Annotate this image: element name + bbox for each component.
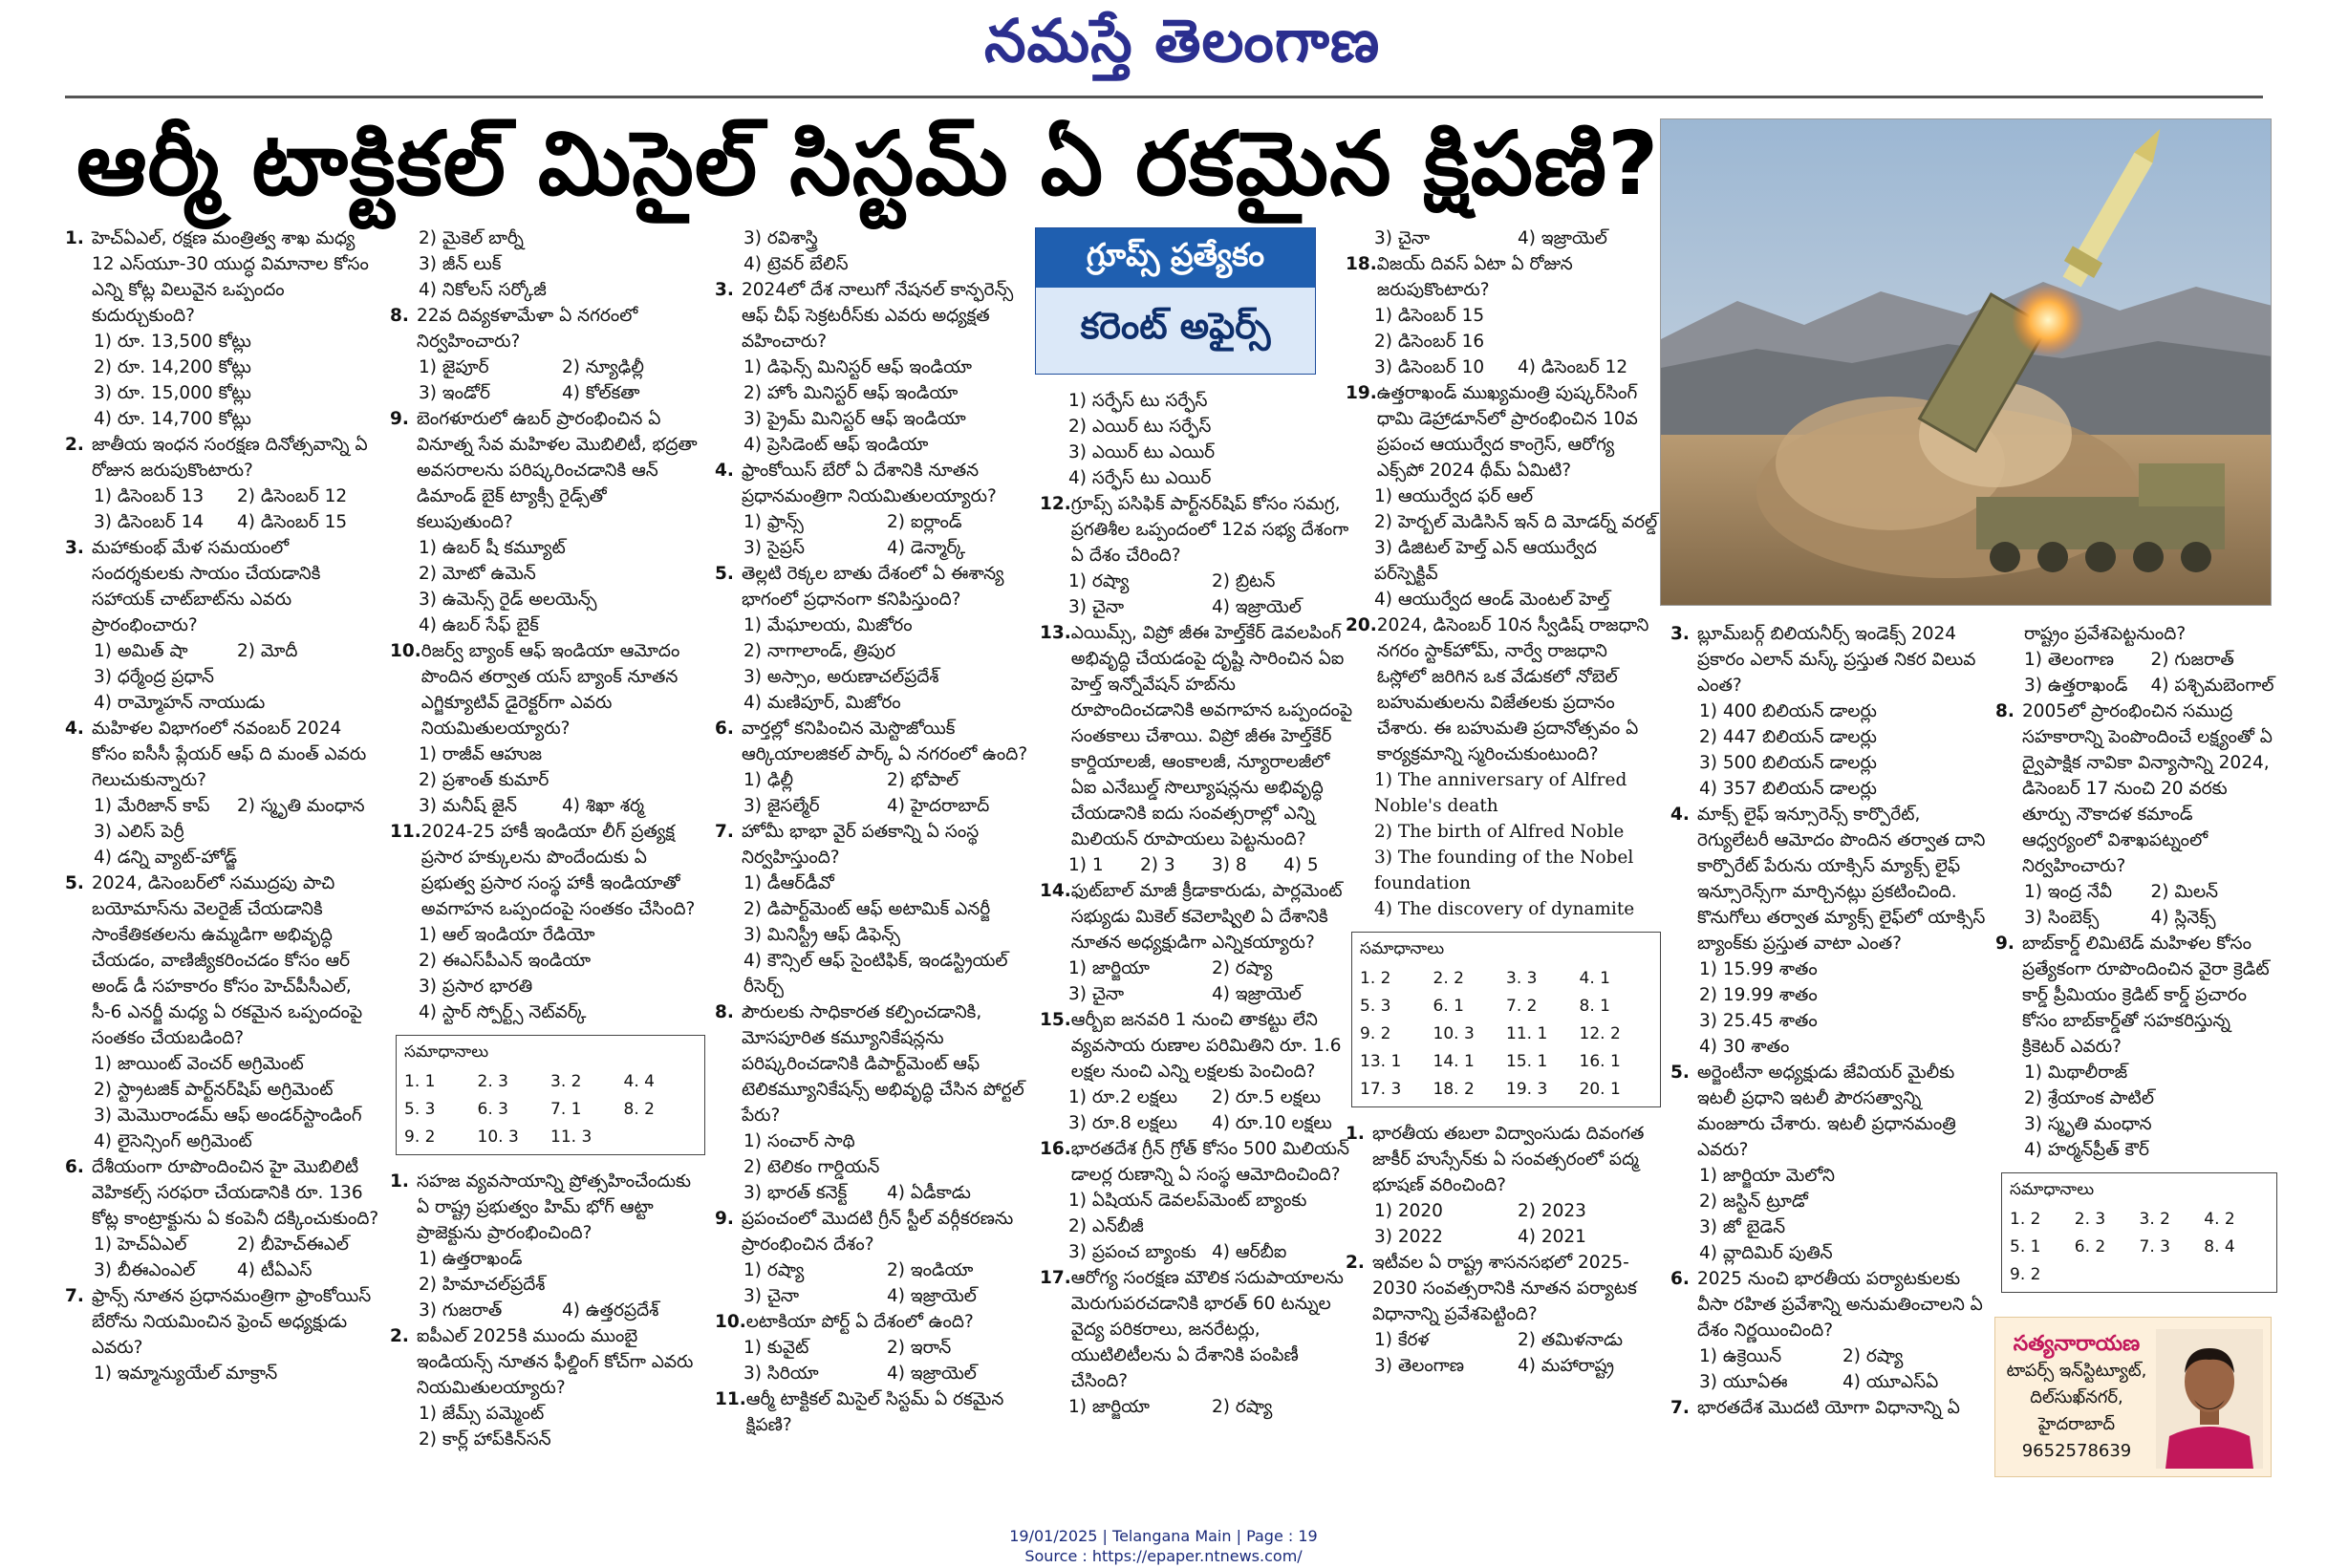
option-row: 3) 2022 4) 2021	[1374, 1227, 1586, 1247]
option: 3) అస్సాం, అరుణాచల్‌ప్రదేశ్	[743, 667, 939, 687]
option: 4) లైసెన్సింగ్ అగ్రిమెంట్	[94, 1131, 252, 1151]
column-5	[1346, 226, 1661, 1468]
option: 4) ట్రెవర్ బేలిస్	[743, 254, 849, 274]
answer: 2. 3	[477, 1072, 508, 1091]
answer: 10. 3	[477, 1128, 519, 1147]
answer: 11. 1	[1506, 1024, 1548, 1043]
option-row: 1) జైపూర్ 2) న్యూఢిల్లీ	[419, 357, 644, 377]
option: 1) మిథాలీరాజ్	[2024, 1063, 2128, 1083]
option: 3) ఎలిస్ పెర్రీ	[94, 822, 184, 842]
option: 2) ఈఎస్‌పీఎన్ ఇండియా	[419, 951, 592, 971]
footer-source: Source : https://epaper.ntnews.com/	[1024, 1547, 1303, 1565]
option: 4) వ్లాదిమిర్ పుతిన్	[1699, 1243, 1833, 1263]
question: 2. ఐపీఎల్ 2025కి ముందు ముంబై ఇండియన్స్ నూతన ఫీల్డింగ్ కోచ్‌గా ఎవరు నియమితులయ్యారు?	[390, 1326, 694, 1398]
question: 5. తెల్లటి రెక్కల బాతు దేశంలో ఏ ఈశాన్య భాగంలో ప్రధానంగా కనిపిస్తుంది?	[715, 564, 1004, 610]
answer: 6. 1	[1433, 997, 1464, 1016]
option-row: 3) డిసెంబర్ 10 4) డిసెంబర్ 12	[1374, 357, 1628, 377]
option: 4) ప్రెసిడెంట్ ఆఫ్ ఇండియా	[743, 435, 929, 455]
answer: 9. 2	[404, 1128, 436, 1147]
option: 3) జీన్ లుక్	[419, 254, 502, 274]
footer-date-line: 19/01/2025 | Telangana Main | Page : 19	[1009, 1527, 1318, 1545]
option-row: 3) గుజరాత్ 4) ఉత్తరప్రదేశ్	[419, 1300, 659, 1321]
question: 3. 2024లో దేశ నాలుగో నేషనల్ కాన్ఫరెన్స్ ఆఫ్ చీఫ్ సెక్రటరీస్‌కు ఎవరు అధ్యక్షత వహించారు?	[715, 280, 1014, 352]
question: 9. బాబ్‌కార్డ్ లిమిటెడ్ మహిళల కోసం ప్రత్యేకంగా రూపొందించిన వైరా క్రెడిట్ కార్డ్ ప్రీమియం క్రెడిట్ కార్డ్ ప్రచారం కోసం బాబ్‌కార్డ్‌తో సహకరిస్తున్న క్రికెటర్ ఎవరు?	[1995, 934, 2270, 1057]
answer: 5. 3	[1360, 997, 1391, 1016]
author-area: దిల్‌సుఖ్‌నగర్,	[2030, 1387, 2123, 1407]
option-row: 3) యూఏఈ 4) యూఎస్‌ఏ	[1699, 1372, 1939, 1392]
option: 2) 19.99 శాతం	[1699, 985, 1818, 1005]
question: 14. ఫుట్‌బాల్ మాజీ క్రీడాకారుడు, పార్లమెంట్ సభ్యుడు మికెల్ కవెలాష్విలి ఏ దేశానికి నూతన అధ్యక్షుడిగా ఎన్నికయ్యారు?	[1040, 881, 1343, 953]
answer: 2. 2	[1433, 969, 1464, 988]
answer: 19. 3	[1506, 1080, 1548, 1099]
option: 3) 500 బిలియన్ డాలర్లు	[1699, 753, 1877, 773]
option: 2) ఎన్‌బీజీ	[1068, 1216, 1144, 1236]
option: 4) ఉబర్ సేఫ్ బైక్	[419, 615, 539, 635]
option-row: 3) ఉత్తరాఖండ్ 4) పశ్చిమబెంగాల్	[2024, 676, 2274, 696]
question: 4. ఫ్రాంకోయిస్ బేరో ఏ దేశానికి నూతన ప్రధానమంత్రిగా నియమితులయ్యారు?	[715, 461, 997, 506]
option-row: 3) చైనా 4) ఇజ్రాయెల్	[1068, 984, 1302, 1004]
author-city: హైదరాబాద్	[2037, 1414, 2116, 1434]
option: 2) మోటో ఉమెన్	[419, 564, 536, 584]
option-row: 3) జైసల్మేర్ 4) హైదరాబాద్	[743, 796, 990, 816]
option-row: 1) కువైట్ 2) ఇరాన్	[743, 1338, 952, 1358]
question: 5. 2024, డిసెంబర్‌లో సముద్రపు పాచి బయోమాస్‌ను వెలరైజ్ చేయడానికి సాంకేతికతలను ఉమ్మడిగా అభివృద్ధి చేయడం, వాణిజ్యీకరించడం కోసం ఆర్ అండ్ డీ సహకారం కోసం హెచ్‌పీసీఎల్, సీ-6 ఎనర్జీ మధ్య ఏ రకమైన ఒప్పందంపై సంతకం చేయబడింది?	[65, 873, 363, 1048]
option: 3) ప్రసార భారతి	[419, 977, 533, 997]
question: 16. భారతదేశ గ్రీన్ గ్రోత్ కోసం 500 మిలియన్ డాలర్ల రుణాన్ని ఏ సంస్థ ఆమోదించింది?	[1040, 1139, 1349, 1185]
option: 1) ఏషియన్ డెవలప్‌మెంట్ బ్యాంకు	[1068, 1191, 1307, 1211]
option-row: 1) కేరళ 2) తమిళనాడు	[1374, 1330, 1624, 1350]
question: 10. లటాకియా పోర్ట్ ఏ దేశంలో ఉంది?	[715, 1312, 974, 1332]
column-4	[1040, 388, 1355, 1468]
column-3	[715, 226, 1030, 1468]
option: 2) డిసెంబర్ 16	[1374, 332, 1485, 352]
question: 2. జాతీయ ఇంధన సంరక్షణ దినోత్సవాన్ని ఏ రోజున జరుపుకొంటారు?	[65, 435, 368, 481]
option: 3) ఉమెన్స్ రైడ్ అలయెన్స్	[419, 590, 597, 610]
question: 4. మహిళల విభాగంలో నవంబర్ 2024 కోసం ఐసీసీ ప్లేయర్ ఆఫ్ ది మంత్ ఎవరు గెలుచుకున్నారు?	[65, 719, 367, 790]
answer-key-box	[1351, 932, 1661, 1107]
option: 4) డన్ని వ్యాట్-హోడ్జ్	[94, 848, 238, 868]
option-row: 3) సిరియా 4) ఇజ్రాయెల్	[743, 1364, 977, 1384]
question: 1. హెచ్‌ఏఎల్, రక్షణ మంత్రిత్వ శాఖ మధ్య 12 ఎస్‌యూ-30 యుద్ధ విమానాల కోసం ఎన్ని కోట్ల విలువైన ఒప్పందం కుదుర్చుకుంది?	[65, 228, 369, 326]
option: 4) స్టార్ స్పోర్ట్స్ నెట్‌వర్క్	[419, 1002, 587, 1022]
answer: 4. 1	[1579, 969, 1610, 988]
answer: 1. 2	[1360, 969, 1391, 988]
answer-key-label: సమాధానాలు	[404, 1042, 489, 1062]
option: 2) రూ. 14,200 కోట్లు	[94, 357, 251, 377]
badge-current-affairs: కరెంట్ అఫైర్స్	[1036, 288, 1315, 374]
option-row: 1) ఉక్రెయిన్ 2) రష్యా	[1699, 1346, 1904, 1366]
option: 2) 447 బిలియన్ డాలర్లు	[1699, 727, 1877, 747]
masthead: నమస్తే తెలంగాణ	[984, 6, 1381, 75]
option: 4) 30 శాతం	[1699, 1037, 1790, 1057]
top-rule	[65, 96, 2263, 98]
answer: 7. 2	[1506, 997, 1538, 1016]
answer: 6. 3	[477, 1100, 508, 1119]
column-6	[1670, 621, 1986, 1468]
question: 18. విజయ్ దివస్ ఏటా ఏ రోజున జరుపుకొంటారు?	[1346, 254, 1573, 300]
option: 2) ఎయిర్ టు సర్ఫేస్	[1068, 417, 1212, 437]
answer: 8. 1	[1579, 997, 1610, 1016]
option: 1) మేఘాలయ, మిజోరం	[743, 615, 913, 635]
answer: 12. 2	[1579, 1024, 1621, 1043]
option-row: 3) ఇండోర్ 4) కోల్‌కతా	[419, 383, 640, 403]
question: 6. దేశీయంగా రూపొందించిన హై మొబిలిటీ వెహికల్స్ సరఫరా చేయడానికి రూ. 136 కోట్ల కాంట్రాక్టును ఏ కంపెనీ దక్కించుకుంది?	[65, 1157, 379, 1229]
question: 5. అర్జెంటీనా అధ్యక్షుడు జేవియర్ మైలీకు ఇటలీ ప్రధాని ఇటలీ పౌరసత్వాన్ని మంజూరు చేశారు. ఇటలీ ప్రధానమంత్రి ఎవరు?	[1670, 1063, 1956, 1160]
option-row: 3) సైప్రస్ 4) డెన్మార్క్	[743, 538, 966, 558]
question: 7. హోమీ భాభా వైర్ పతకాన్ని ఏ సంస్థ నిర్వహిస్తుంది?	[715, 822, 980, 868]
option: 1) ఉత్తరాఖండ్	[419, 1249, 523, 1269]
option: 2) డిపార్ట్‌మెంట్ ఆఫ్ అటామిక్ ఎనర్జీ	[743, 899, 991, 919]
answer-key-label: సమాధానాలు	[1360, 939, 1445, 958]
answer: 18. 2	[1433, 1080, 1475, 1099]
author-name: సత్యనారాయణ	[2013, 1332, 2141, 1356]
option: 4) ఆయుర్వేద ఆండ్ మెంటల్ హెల్త్	[1374, 590, 1610, 610]
answer: 7. 1	[550, 1100, 582, 1119]
option: 2) హోం మినిస్టర్ ఆఫ్ ఇండియా	[743, 383, 959, 403]
author-phone: 9652578639	[2021, 1441, 2132, 1461]
option: 4) నికోలస్ సర్కోజీ	[419, 280, 547, 300]
option: 3) రూ. 15,000 కోట్లు	[94, 383, 251, 403]
question: 9. బెంగళూరులో ఉబర్ ప్రారంభించిన ఏ వినూత్న సేవ మహిళల మొబిలిటీ, భద్రతా అవసరాలను పరిష్కరించడానికి ఆన్ డిమాండ్ బైక్ ట్యాక్సీ రైడ్స్‌తో కలుపుతుంది?	[390, 409, 698, 532]
option-row: 1) జార్జియా 2) రష్యా	[1068, 1397, 1273, 1417]
option-row: 1) 1 2) 3 3) 8 4) 5	[1068, 855, 1319, 875]
column-1	[65, 226, 380, 1468]
option-row: 1) రష్యా 2) బ్రిటన్	[1068, 571, 1276, 591]
section-badge	[1035, 227, 1316, 375]
answer: 2. 3	[2074, 1210, 2106, 1229]
option-row: 1) రష్యా 2) ఇండియా	[743, 1260, 974, 1280]
column-2	[390, 226, 705, 1468]
question: 17. ఆరోగ్య సంరక్షణ మౌలిక సదుపాయాలను మెరుగుపరచడానికి భారత్ 60 టన్నుల వైద్య పరికరాలు, జనరేటర్లు, యుటిలిటీలను ఏ దేశానికి పంపిణీ చేసింది?	[1040, 1268, 1344, 1391]
answer: 16. 1	[1579, 1052, 1621, 1071]
option: 1) రాజీవ్ ఆహుజ	[419, 744, 543, 764]
option-row: 3) బీఈఎంఎల్ 4) టీఏఎస్	[94, 1260, 312, 1280]
question: 9. ప్రపంచంలో మొదటి గ్రీన్ స్టీల్ వర్గీకరణను ప్రారంభించిన దేశం?	[715, 1209, 1014, 1255]
option: 2) హిమాచల్‌ప్రదేశ్	[419, 1275, 546, 1295]
question: 6. వార్తల్లో కనిపించిన మెస్టొజోయిక్ ఆర్కియాలజికల్ పార్క్ ఏ నగరంలో ఉంది?	[715, 719, 1028, 764]
option-row: 3) రూ.8 లక్షలు 4) రూ.10 లక్షలు	[1068, 1113, 1332, 1133]
option-row: 3) చైనా 4) ఇజ్రాయెల్	[1374, 228, 1607, 248]
option: 1) జాయింట్ వెంచర్ అగ్రిమెంట్	[94, 1054, 304, 1074]
answer: 5. 1	[2010, 1237, 2041, 1257]
option: 1) జేమ్స్ పమ్మెంట్	[419, 1404, 545, 1424]
option: 1) డీఆర్‌డీవో	[743, 873, 834, 893]
question: 20. 2024, డిసెంబర్ 10న స్వీడిష్ రాజధాని నగరం స్టాక్‌హోమ్, నార్వే రాజధాని ఓస్లోలో జరిగిన ఒక వేడుకలో నోబెల్ బహుమతులను విజేతలకు ప్రదానం చేశారు. ఈ బహుమతి ప్రదానోత్సవం ఏ కార్యక్రమాన్ని స్మరించుకుంటుంది?	[1346, 615, 1649, 764]
answer-key-label: సమాధానాలు	[2010, 1180, 2095, 1199]
option-row: 1) ఇంద్ర నేవీ 2) మిలన్	[2024, 882, 2219, 902]
question: 8. 22వ దివ్యకళామేళా ఏ నగరంలో నిర్వహించారు?	[390, 306, 638, 352]
option: 4) రూ. 14,700 కోట్లు	[94, 409, 251, 429]
option-row: 1) తెలంగాణ 2) గుజరాత్	[2024, 650, 2234, 670]
answer: 1. 2	[2010, 1210, 2041, 1229]
option: 1) ఉబర్ షీ కమ్యూట్	[419, 538, 566, 558]
option: 4) రామ్మోహన్ నాయుడు	[94, 693, 266, 713]
option: 2) జస్టిన్ ట్రూడో	[1699, 1192, 1808, 1212]
option: 2) టెలికం గార్డియన్	[743, 1157, 880, 1177]
option: 4) హర్మన్‌ప్రీత్ కౌర్	[2024, 1140, 2149, 1160]
author-box	[1994, 1317, 2272, 1477]
option: 1) సర్ఫేస్ టు సర్ఫేస్	[1068, 391, 1208, 411]
option: 2) నాగాలాండ్, త్రిపుర	[743, 641, 896, 661]
answer: 11. 3	[550, 1128, 593, 1147]
option-row: 1) జార్జియా 2) రష్యా	[1068, 958, 1273, 978]
option-row: 3) భారత్ కనెక్ట్ 4) ఏడీకాడు	[743, 1183, 971, 1203]
option-row: 1) డిసెంబర్ 13 2) డిసెంబర్ 12	[94, 486, 348, 506]
option: 3) డిజిటల్ హెల్త్ ఎన్ ఆయుర్వేద పర్‌స్పెక్టివ్	[1374, 538, 1597, 584]
question: 7. ఫ్రాన్స్ నూతన ప్రధానమంత్రిగా ఫ్రాంకోయిస్ బేరోను నియమించిన ఫ్రెంచ్ అధ్యక్షుడు ఎవరు?	[65, 1286, 372, 1358]
question: 11. ఆర్మీ టాక్టికల్ మిసైల్ సిస్టమ్ ఏ రకమైన క్షిపణి?	[715, 1389, 1004, 1435]
option-row: 3) మనీష్ జైన్ 4) శిఖా శర్మ	[419, 796, 645, 816]
headline: ఆర్మీ టాక్టికల్ మిసైల్ సిస్టమ్ ఏ రకమైన క్షిపణి?	[76, 113, 1660, 215]
option: 1) The anniversary of Alfred Noble's death	[1374, 770, 1627, 816]
answer: 20. 1	[1579, 1080, 1621, 1099]
option: 1) జార్జియా మెలోని	[1699, 1166, 1835, 1186]
option: 1) ఆయుర్వేద ఫర్ ఆల్	[1374, 486, 1534, 506]
answer: 3. 2	[2139, 1210, 2170, 1229]
answer: 17. 3	[1360, 1080, 1402, 1099]
option: 4) 357 బిలియన్ డాలర్లు	[1699, 779, 1877, 799]
question: 3. మహాకుంభ్ మేళ సమయంలో సందర్శకులకు సాయం చేయడానికి సహాయక్ చాట్‌బాట్‌ను ఎవరు ప్రారంభించారు?	[65, 538, 321, 635]
answer-key-box	[396, 1035, 705, 1155]
option: 1) 400 బిలియన్ డాలర్లు	[1699, 701, 1877, 721]
answer: 14. 1	[1433, 1052, 1475, 1071]
answer: 13. 1	[1360, 1052, 1402, 1071]
answer-key-box	[2001, 1172, 2277, 1293]
answer: 1. 1	[404, 1072, 436, 1091]
option: 1) సంచార్ సాథి	[743, 1131, 855, 1151]
missile-launch-photo	[1660, 118, 2272, 606]
question: 10. రిజర్వ్ బ్యాంక్ ఆఫ్ ఇండియా ఆమోదం పొందిన తర్వాత యస్ బ్యాంక్ నూతన ఎగ్జిక్యూటివ్ డైరెక్టర్‌గా ఎవరు నియమితులయ్యారు?	[390, 641, 680, 739]
option: 3) స్మృతి మంధాన	[2024, 1114, 2152, 1134]
option-row: 3) చైనా 4) ఇజ్రాయెల్	[743, 1286, 977, 1306]
option-row: 1) 2020 2) 2023	[1374, 1201, 1586, 1221]
answer: 5. 3	[404, 1100, 436, 1119]
question: 3. బ్లూమ్‌బర్గ్ బిలియనీర్స్ ఇండెక్స్ 2024 ప్రకారం ఎలాన్ మస్క్ ప్రస్తుత నికర విలువ ఎంత?	[1670, 624, 1976, 696]
answer: 10. 3	[1433, 1024, 1475, 1043]
answer: 9. 2	[1360, 1024, 1391, 1043]
answer: 3. 2	[550, 1072, 582, 1091]
answer: 15. 1	[1506, 1052, 1548, 1071]
option: 1) ఆల్ ఇండియా రేడియో	[419, 925, 595, 945]
question: 1. సహజ వ్యవసాయాన్ని ప్రోత్సహించేందుకు ఏ రాష్ట్ర ప్రభుత్వం హిమ్ భోగ్ ఆట్టా ప్రాజెక్టును ప్రారంభించింది?	[390, 1171, 692, 1243]
option: 3) ఎయిర్ టు ఎయిర్	[1068, 442, 1216, 462]
option: 2) ప్రశాంత్ కుమార్	[419, 770, 549, 790]
option: 3) మెమొరాండమ్ ఆఫ్ అండర్‌స్టాండింగ్	[94, 1106, 362, 1126]
option-row: 1) ఢిల్లీ 2) భోపాల్	[743, 770, 959, 790]
answer: 7. 3	[2139, 1237, 2170, 1257]
option: 2) హెర్బల్ మెడిసిన్ ఇన్ ది మోడర్న్ వరల్డ్	[1374, 512, 1658, 532]
question: 7. భారతదేశ మొదటి యోగా విధానాన్ని ఏ	[1670, 1398, 1960, 1418]
option-row: 3) తెలంగాణ 4) మహారాష్ట్ర	[1374, 1356, 1614, 1376]
answer: 6. 2	[2074, 1237, 2106, 1257]
question: 13. ఎయిమ్స్, విప్రో జీఈ హెల్త్‌కేర్ డెవలపింగ్ అభివృద్ధి చేయడంపై దృష్టి సారించిన ఏఐ హెల్త్ ఇన్నోవేషన్ హబ్‌ను రూపొందించడానికి అవగాహన ఒప్పందంపై సంతకాలు చేశాయి. విప్రో జీఈ హెల్త్‌కేర్ కార్డియాలజీ, ఆంకాలజీ, న్యూరాలజీలో ఏఐ ఎనేబుల్డ్ సొల్యూషన్లను అభివృద్ధి చేయడానికి ఐదు సంవత్సరాల్లో ఎన్ని మిలియన్ రూపాయలు పెట్టనుంది?	[1040, 623, 1353, 849]
option-row: 1) రూ.2 లక్షలు 2) రూ.5 లక్షలు	[1068, 1087, 1322, 1107]
option: 1) 15.99 శాతం	[1699, 959, 1818, 979]
option: 3) ప్రైమ్ మినిస్టర్ ఆఫ్ ఇండియా	[743, 409, 966, 429]
question: 19. ఉత్తరాఖండ్ ముఖ్యమంత్రి పుష్కర్‌సింగ్ ధామి డెహ్రాడూన్‌లో ప్రారంభించిన 10వ ప్రపంచ ఆయుర్వేద కాంగ్రెస్, ఆరోగ్య ఎక్స్‌పో 2024 థీమ్ ఏమిటి?	[1346, 383, 1638, 481]
option: 1) డిసెంబర్ 15	[1374, 306, 1485, 326]
option-row: 3) చైనా 4) ఇజ్రాయెల్	[1068, 597, 1302, 617]
option: 1) రూ. 13,500 కోట్లు	[94, 332, 251, 352]
option: 4) The discovery of dynamite	[1374, 899, 1635, 919]
option: 2) The birth of Alfred Noble	[1374, 822, 1625, 842]
answer: 3. 3	[1506, 969, 1538, 988]
question: 8. పౌరులకు సాధికారత కల్పించడానికి, మోసపూరిత కమ్యూనికేషన్లను పరిష్కరించడానికి డిపార్ట్‌మెంట్ ఆఫ్ టెలికమ్యూనికేషన్స్ అభివృద్ధి చేసిన పోర్టల్ పేరు?	[715, 1002, 1024, 1126]
option: 1) డిఫెన్స్ మినిస్టర్ ఆఫ్ ఇండియా	[743, 357, 972, 377]
answer: 4. 4	[623, 1072, 655, 1091]
question: 6. 2025 నుంచి భారతీయ పర్యాటకులకు వీసా రహిత ప్రవేశాన్ని అనుమతించాలని ఏ దేశం నిర్ణయించింది?	[1670, 1269, 1983, 1341]
option: 3) రవిశాస్త్రి	[743, 228, 818, 248]
question-continued: రాష్ట్రం ప్రవేశపెట్టనుంది?	[2024, 624, 2187, 644]
option: 2) స్ట్రాటజిక్ పార్ట్‌నర్‌షిప్ అగ్రిమెంట్	[94, 1080, 334, 1100]
option: 4) మణిపూర్, మిజోరం	[743, 693, 901, 713]
option-row: 3) సింబెక్స్ 4) స్లినెక్స్	[2024, 908, 2216, 928]
option: 2) శ్రేయాంక పాటిల్	[2024, 1088, 2154, 1108]
option-row: 1) హెచ్‌ఏఎల్ 2) బీహెచ్‌ఈఎల్	[94, 1235, 349, 1255]
column-7	[1995, 621, 2277, 1309]
answer: 9. 2	[2010, 1265, 2041, 1284]
option: 3) The founding of the Nobel foundation	[1374, 848, 1634, 893]
option-row: 3) డిసెంబర్ 14 4) డిసెంబర్ 15	[94, 512, 348, 532]
option: 4) కౌన్సిల్ ఆఫ్ సైంటిఫిక్, ఇండస్ట్రియల్ రీసెర్చ్	[743, 951, 1008, 997]
answer: 8. 4	[2204, 1237, 2235, 1257]
option: 3) జో బైడెన్	[1699, 1217, 1786, 1237]
option-row: 1) మేరిజాన్ కాప్ 2) స్మృతి మంధాన	[94, 796, 365, 816]
option-row: 3) ప్రపంచ బ్యాంకు 4) ఆర్‌బీఐ	[1068, 1242, 1287, 1262]
answer: 4. 2	[2204, 1210, 2235, 1229]
option: 2) కార్ల్ హాప్‌కిన్‌సన్	[419, 1429, 551, 1450]
option: 4) సర్ఫేస్ టు ఎయిర్	[1068, 468, 1212, 488]
question: 15. ఆర్బీఐ జనవరి 1 నుంచి తాకట్టు లేని వ్యవసాయ రుణాల పరిమితిని రూ. 1.6 లక్షల నుంచి ఎన్ని లక్షలకు పెంచింది?	[1040, 1010, 1342, 1082]
option: 2) మైకెల్ బార్నీ	[419, 228, 524, 248]
option-row: 1) ఫ్రాన్స్ 2) ఐర్లాండ్	[743, 512, 962, 532]
author-institute: టాపర్స్ ఇన్‌స్టిట్యూట్,	[2006, 1361, 2147, 1381]
option-row: 1) అమిత్ షా 2) మోదీ	[94, 641, 298, 661]
question: 4. మాక్స్ లైఫ్ ఇన్సూరెన్స్ కార్పొరేట్, రెగ్యులేటరీ ఆమోదం పొందిన తర్వాత దాని కార్పొరేట్ పేరును యాక్సిస్ మ్యాక్స్ లైఫ్ ఇన్సూరెన్స్‌గా మార్చినట్లు ప్రకటించింది. కొనుగోలు తర్వాత మ్యాక్స్ లైఫ్‌లో యాక్సిస్ బ్యాంక్‌కు ప్రస్తుత వాటా ఎంత?	[1670, 805, 1986, 954]
question: 12. గ్రూప్స్ పసిఫిక్ పార్ట్‌నర్‌షిప్ కోసం సమగ్ర, ప్రగతిశీల ఒప్పందంలో 12వ సభ్య దేశంగా ఏ దేశం చేరింది?	[1040, 494, 1349, 566]
author-photo	[2156, 1329, 2263, 1469]
question: 11. 2024-25 హాకీ ఇండియా లీగ్ ప్రత్యక్ష ప్రసార హక్కులను పొందేందుకు ఏ ప్రభుత్వ ప్రసార సంస్థ హాకీ ఇండియాతో అవగాహన ఒప్పందంపై సంతకం చేసింది?	[390, 822, 696, 919]
option: 1) ఇమ్మాన్యుయేల్ మాక్రాన్	[94, 1364, 278, 1384]
option: 3) మినిస్ట్రీ ఆఫ్ డిఫెన్స్	[743, 925, 901, 945]
answer: 8. 2	[623, 1100, 655, 1119]
option: 3) ధర్మేంద్ర ప్రధాన్	[94, 667, 215, 687]
question: 1. భారతీయ తబలా విద్వాంసుడు దివంగత జాకీర్ హుస్సేన్‌కు ఏ సంవత్సరంలో పద్మ భూషణ్ వరించింది?	[1346, 1124, 1645, 1195]
question: 2. ఇటీవల ఏ రాష్ట్ర శాసనసభలో 2025-2030 సంవత్సరానికి నూతన పర్యాటక విధానాన్ని ప్రవేశపెట్టింది?	[1346, 1253, 1637, 1324]
option: 3) 25.45 శాతం	[1699, 1011, 1818, 1031]
badge-groups-special: గ్రూప్స్ ప్రత్యేకం	[1036, 228, 1315, 288]
question: 8. 2005లో ప్రారంభించిన సముద్ర సహకారాన్ని పెంపొందించే లక్ష్యంతో ఏ ద్వైపాక్షిక నావికా విన్యాసాన్ని 2024, డిసెంబర్ 17 నుంచి 20 వరకు తూర్పు నౌకాదళ కమాండ్ ఆధ్వర్యంలో విశాఖపట్నంలో నిర్వహించారు?	[1995, 701, 2273, 876]
